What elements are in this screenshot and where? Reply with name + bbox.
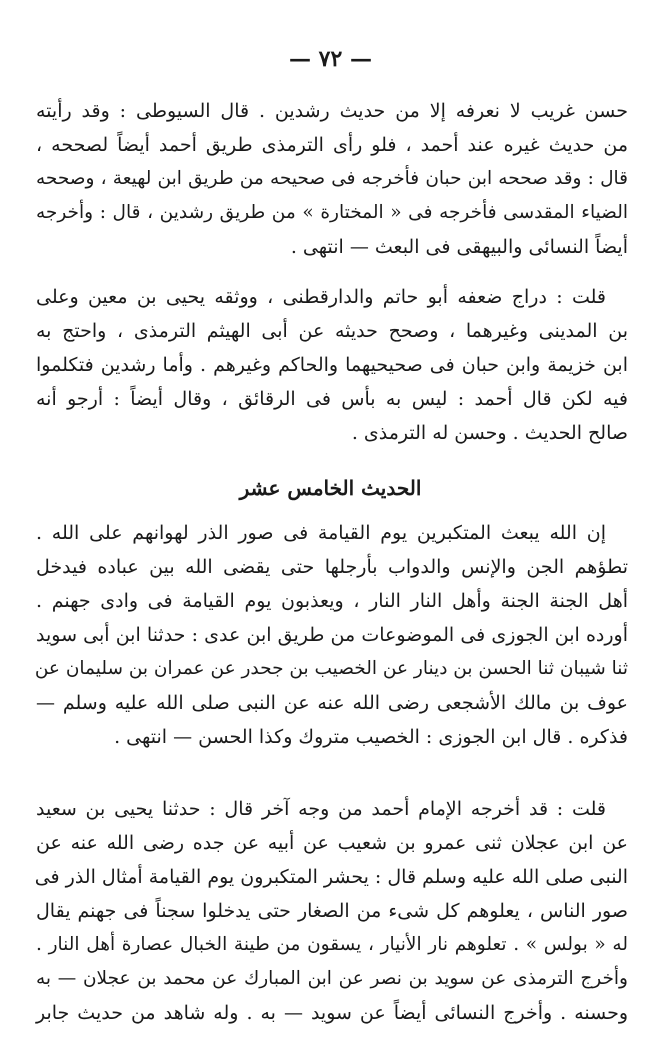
text-line: أيضاً النسائى والبيهقى فى البعث — انتهى .: [290, 236, 628, 258]
paragraph-commentary-sayuti: [36, 94, 628, 264]
text-line: صالح الحديث . وحسن له الترمذى .: [351, 422, 628, 444]
text-line: فذكره . قال ابن الجوزى : الخصيب متروك وكذا الحسن — انتهى .: [114, 726, 628, 748]
text-line: ثنا شيبان ثنا الحسن بن دينار عن الخصيب بن جحدر عن عمران بن سليمان عن: [34, 658, 628, 679]
text-line: صور الناس ، يعلوهم كل شىء من الصغار حتى يدخلوا سجناً فى جهنم يقال: [36, 900, 628, 922]
text-line: عن ابن عجلان ثنى عمرو بن شعيب عن أبيه عن جده رضى الله عنه عن: [36, 832, 628, 854]
text-line: من حديث غيره عند أحمد ، فلو رأى الترمذى طريق أحمد أيضاً لصححه ،: [36, 134, 628, 156]
text-line: أورده ابن الجوزى فى الموضوعات من طريق ابن عدى : حدثنا ابن أبى سويد: [36, 624, 628, 646]
paragraph-qultu-ahmad: [36, 792, 628, 1030]
text-line: قلت : دراج ضعفه أبو حاتم والدارقطنى ، ووثقه يحيى بن معين وعلى: [36, 286, 606, 308]
text-line: تطؤهم الجن والإنس والدواب بأرجلها حتى يقضى الله بين عباده فيدخل: [36, 556, 628, 578]
text-line: أهل الجنة الجنة وأهل النار النار ، ويعذبون يوم القيامة فى وادى جهنم .: [36, 590, 628, 612]
text-line: فيه لكن قال أحمد : ليس به بأس فى الرقائق ، وقال أيضاً : أرجو أنه: [36, 388, 628, 410]
text-line: ابن خزيمة وابن حبان فى صحيحيهما والحاكم وغيرهم . وأما رشدين فتكلموا: [36, 354, 628, 376]
text-line: له « بولس » . تعلوهم نار الأنيار ، يسقون من طينة الخبال عصارة أهل النار .: [36, 934, 628, 955]
text-line: حسن غريب لا نعرفه إلا من حديث رشدين . قال السيوطى : وقد رأيته: [36, 100, 628, 122]
text-line: الضياء المقدسى فأخرجه فى « المختارة » من طريق رشدين ، قال : وأخرجه: [36, 202, 628, 223]
page-number: — ٧٢ —: [289, 46, 372, 72]
paragraph-qultu-darraj: [36, 280, 628, 450]
paragraph-hadith-text: [36, 516, 628, 754]
text-line: إن الله يبعث المتكبرين يوم القيامة فى صور الذر لهوانهم على الله .: [36, 522, 606, 544]
text-line: قال : وقد صححه ابن حبان فأخرجه فى صحيحه من طريق ابن لهيعة ، وصححه: [36, 168, 628, 189]
text-line: وحسنه . وأخرج النسائى أيضاً عن سويد — به . وله شاهد من حديث جابر: [36, 1002, 628, 1024]
text-line: وأخرج الترمذى عن سويد بن نصر عن ابن المبارك عن محمد بن عجلان — به: [36, 968, 628, 989]
text-line: بن المدينى وغيرهما ، وصحح حديثه عن أبى الهيثم الترمذى ، واحتج به: [36, 320, 628, 342]
text-line: عوف بن مالك الأشجعى رضى الله عنه عن النبى صلى الله عليه وسلم —: [36, 692, 628, 714]
section-heading: الحديث الخامس عشر: [239, 476, 422, 500]
text-line: قلت : قد أخرجه الإمام أحمد من وجه آخر قال : حدثنا يحيى بن سعيد: [36, 798, 606, 820]
text-line: النبى صلى الله عليه وسلم قال : يحشر المتكبرون يوم القيامة أمثال الذر فى: [34, 866, 628, 888]
